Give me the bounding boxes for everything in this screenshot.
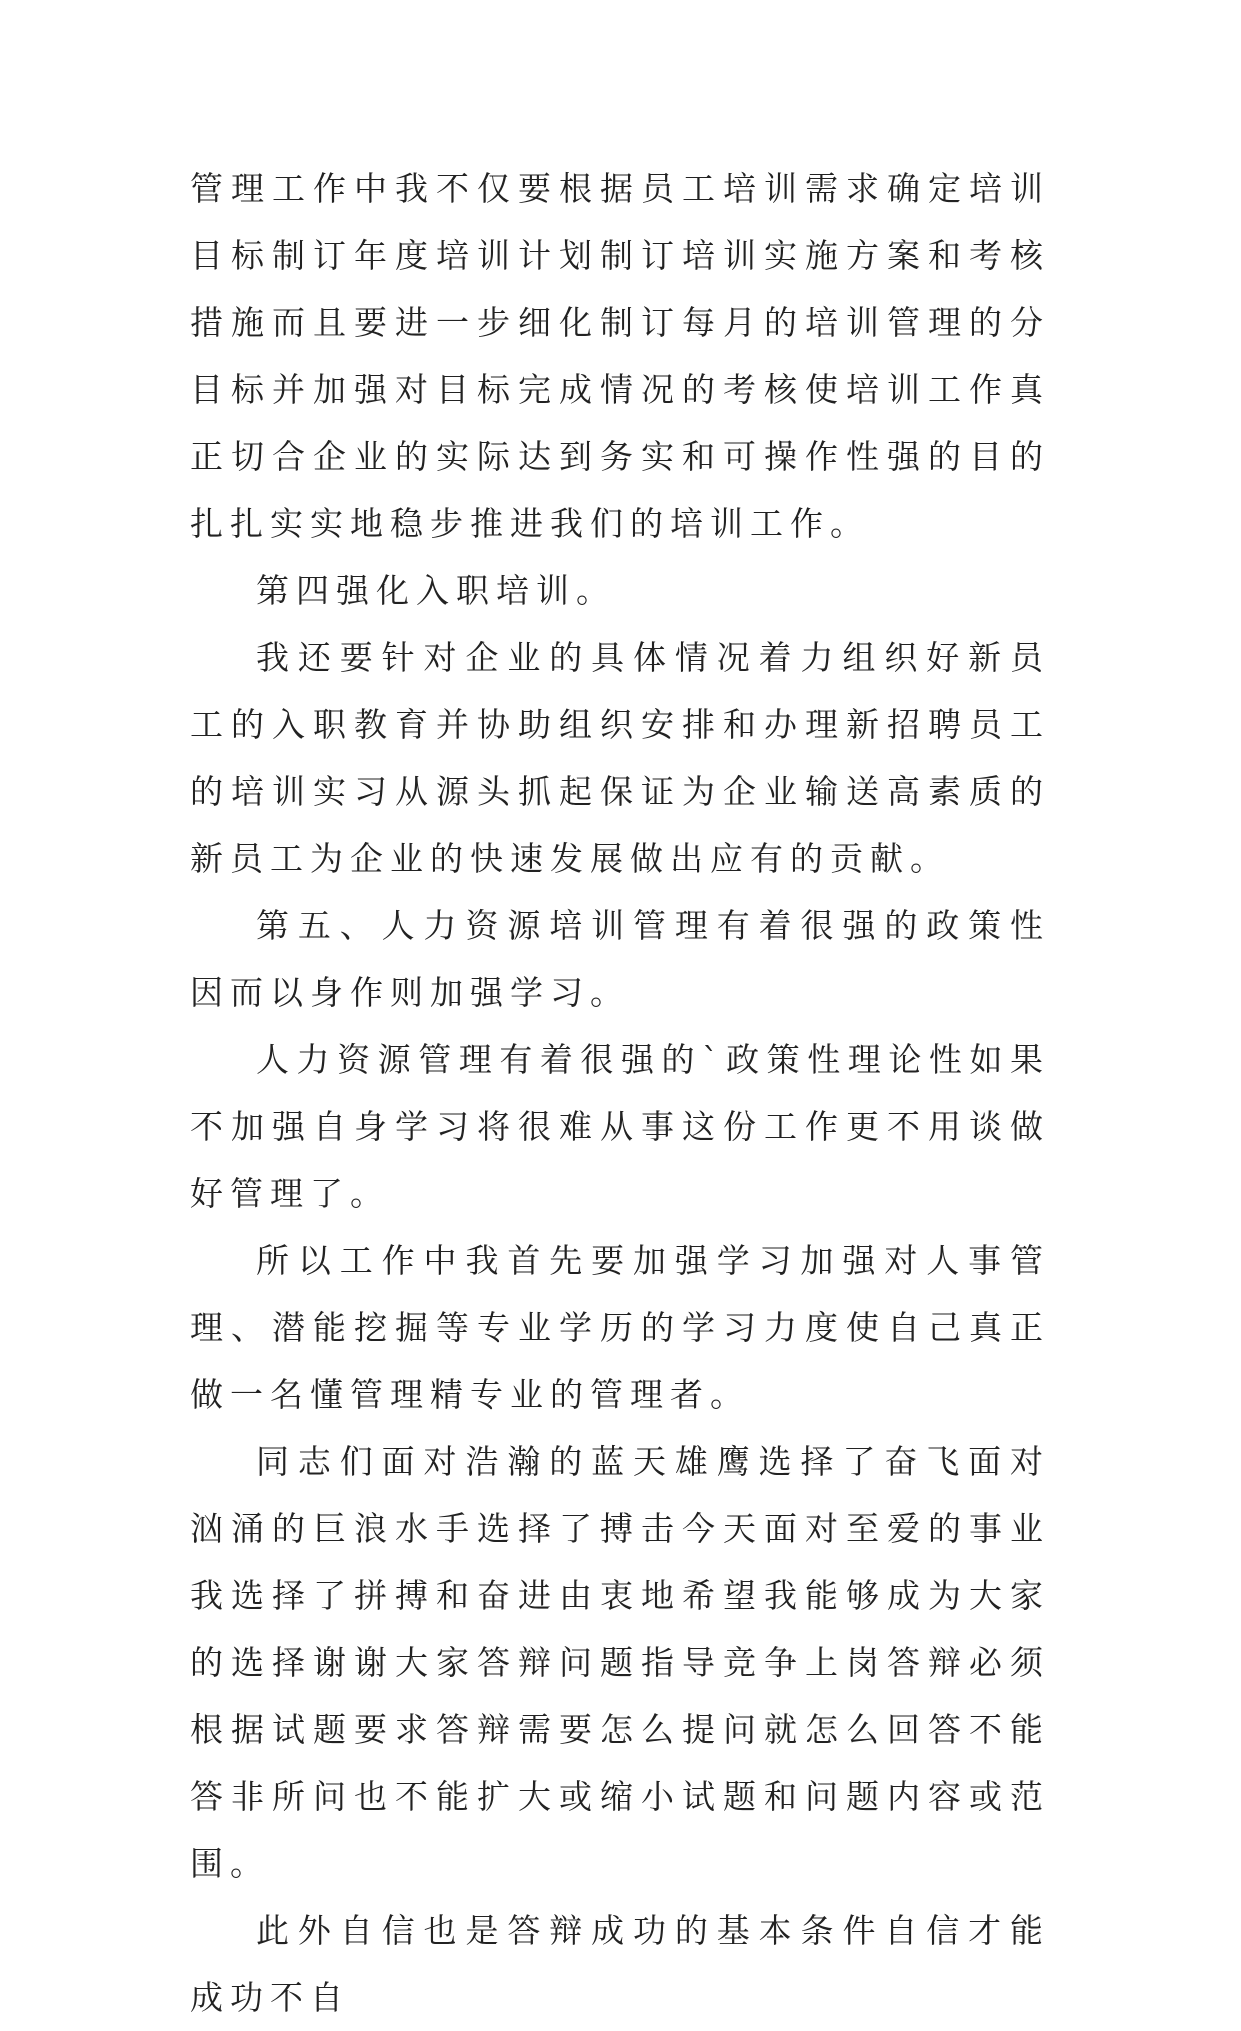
paragraph: 所以工作中我首先要加强学习加强对人事管理、潜能挖掘等专业学历的学习力度使自己真正做一名懂管理精专业的管理者。: [190, 1241, 1050, 1414]
paragraph-heading-5: 第五、人力资源培训管理有着很强的政策性因而以身作则加强学习。: [190, 906, 1050, 1012]
paragraph: 此外自信也是答辩成功的基本条件自信才能成功不自: [190, 1911, 1050, 2017]
document-body: [190, 155, 1050, 2031]
paragraph: 同志们面对浩瀚的蓝天雄鹰选择了奋飞面对汹涌的巨浪水手选择了搏击今天面对至爱的事业我选择了拼搏和奋进由衷地希望我能够成为大家的选择谢谢大家答辩问题指导竞争上岗答辩必须根据试题要求答辩需要怎么提问就怎么回答不能答非所问也不能扩大或缩小试题和问题内容或范围。: [190, 1442, 1050, 1883]
paragraph: 人力资源管理有着很强的`政策性理论性如果不加强自身学习将很难从事这份工作更不用谈做好管理了。: [190, 1040, 1050, 1213]
paragraph: 我还要针对企业的具体情况着力组织好新员工的入职教育并协助组织安排和办理新招聘员工的培训实习从源头抓起保证为企业输送高素质的新员工为企业的快速发展做出应有的贡献。: [190, 638, 1050, 878]
paragraph-heading-4: 第四强化入职培训。: [256, 571, 616, 610]
paragraph: 管理工作中我不仅要根据员工培训需求确定培训目标制订年度培训计划制订培训实施方案和考核措施而且要进一步细化制订每月的培训管理的分目标并加强对目标完成情况的考核使培训工作真正切合企业的实际达到务实和可操作性强的目的扎扎实实地稳步推进我们的培训工作。: [190, 169, 1050, 543]
